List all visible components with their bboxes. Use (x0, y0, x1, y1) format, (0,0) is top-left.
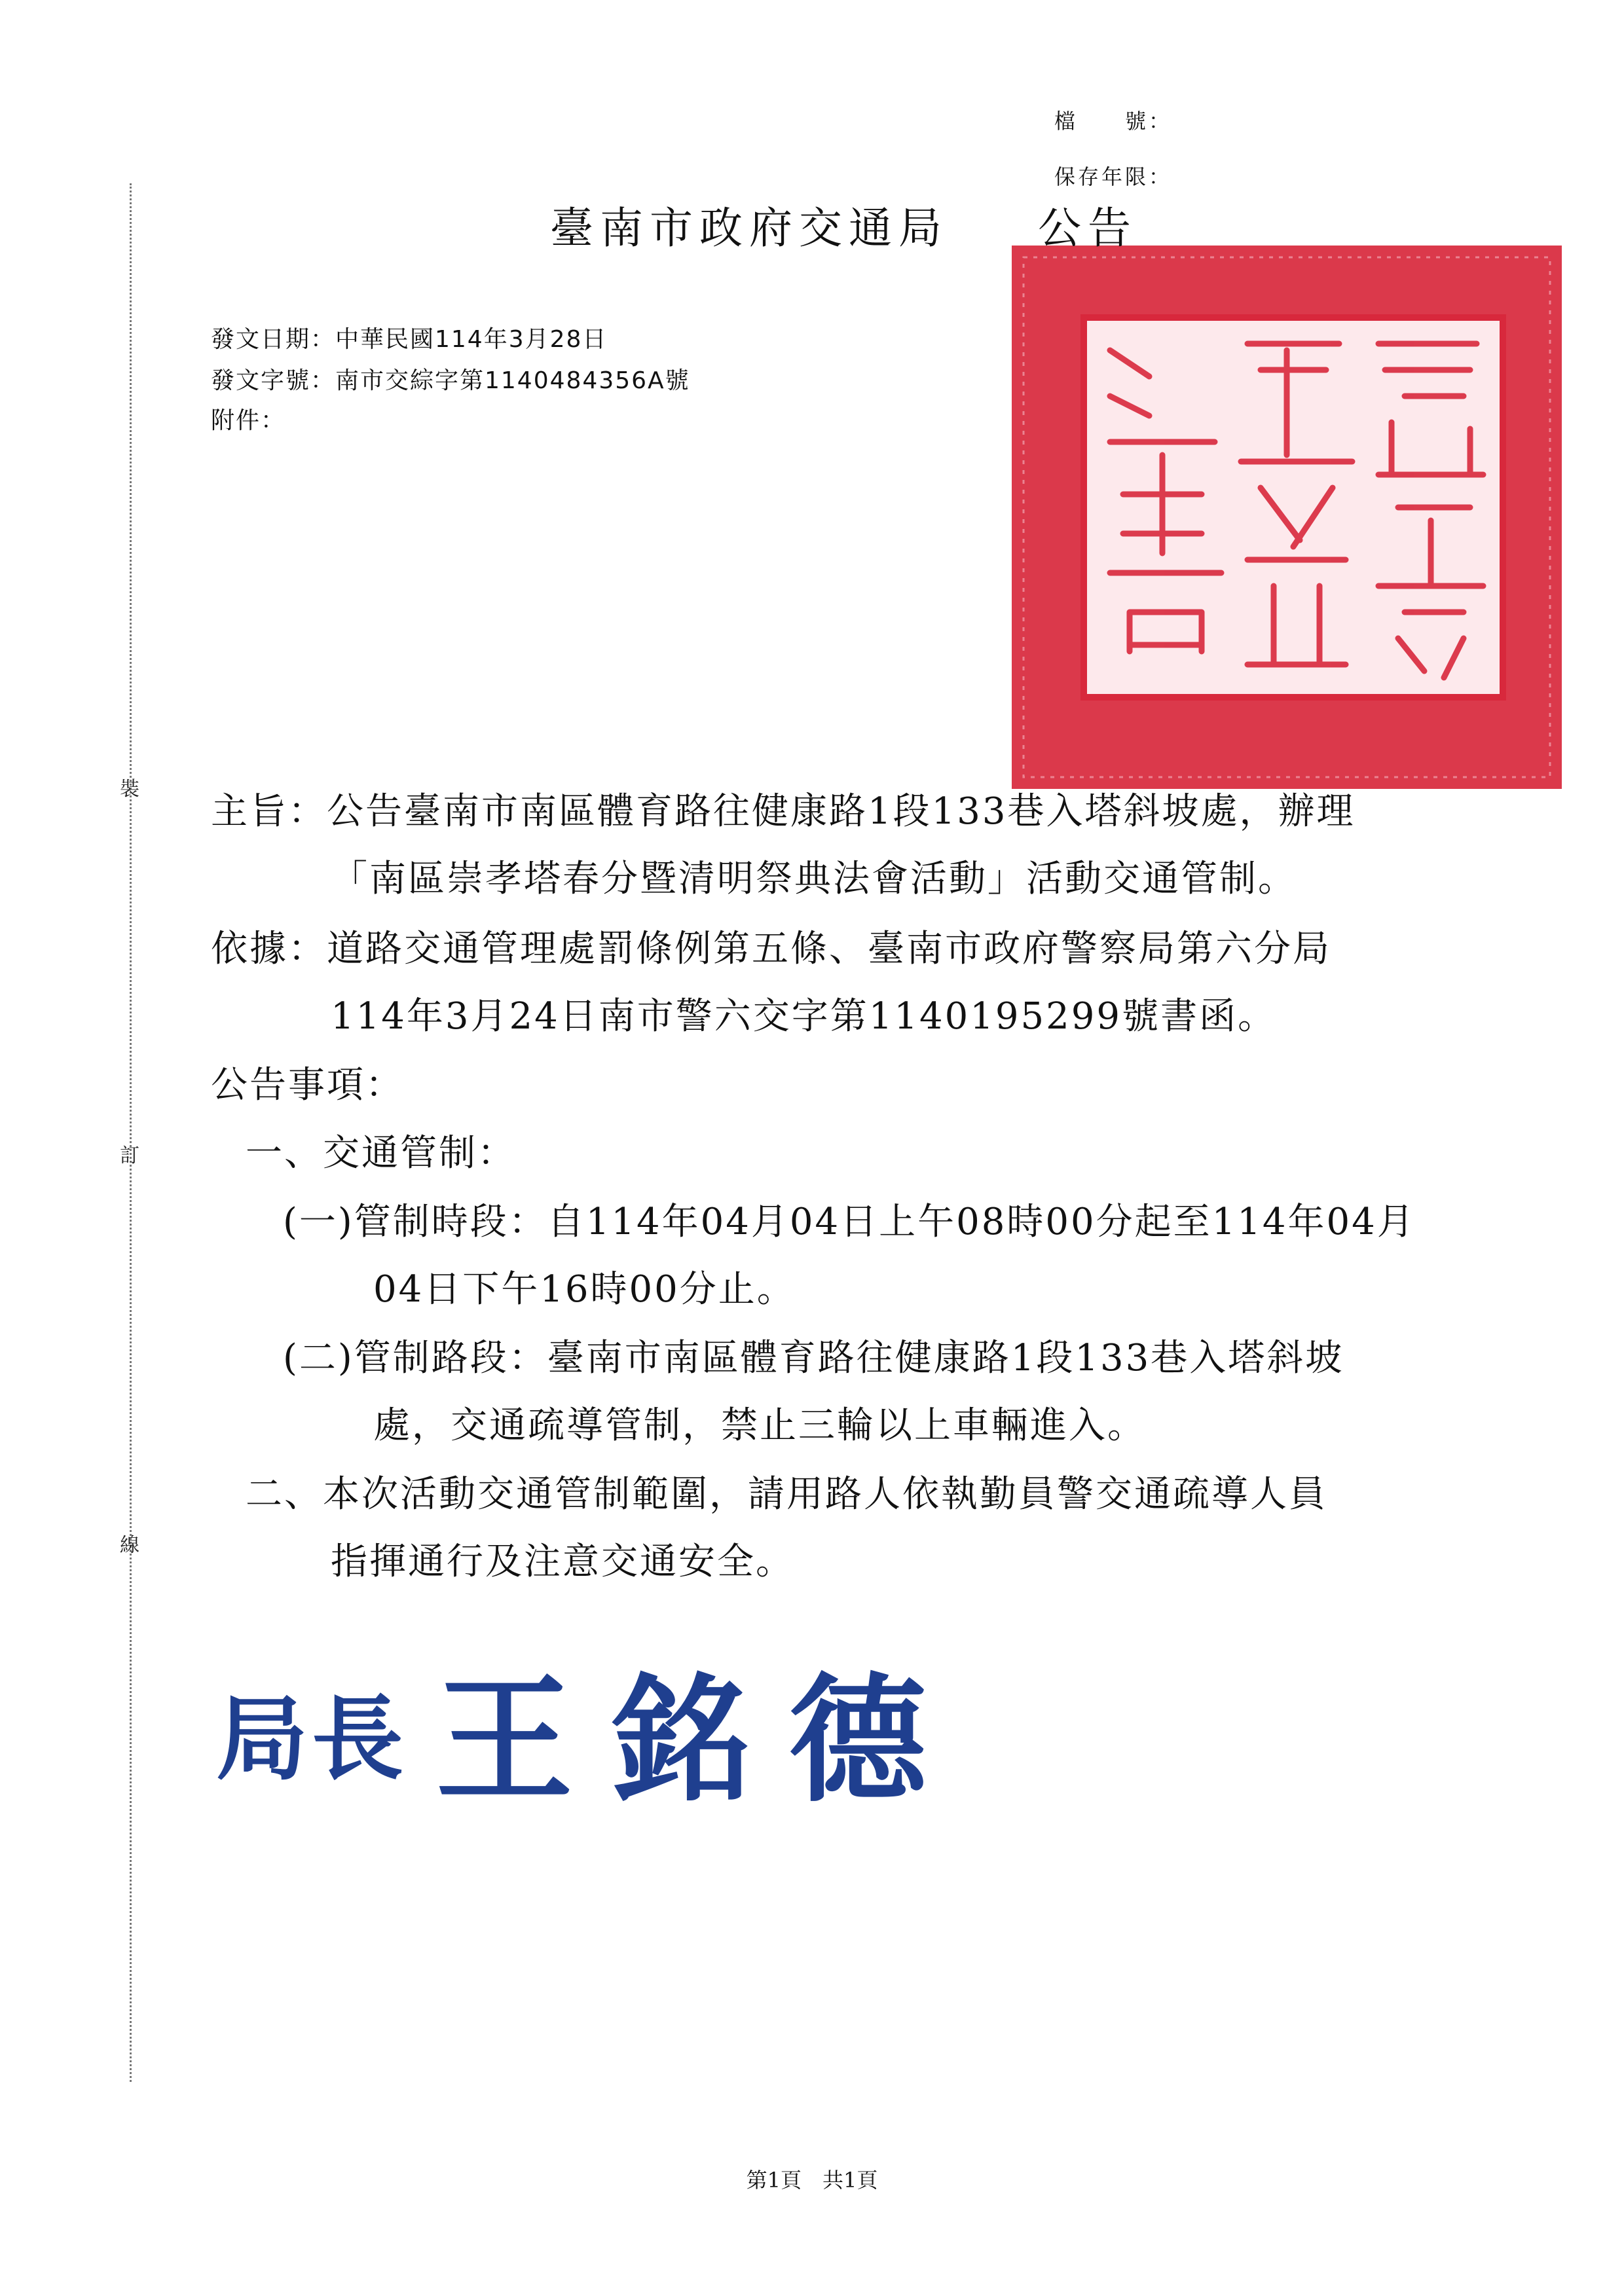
binding-mark-top: 裝 (120, 778, 139, 801)
notice-item-2-line-1: 二、本次活動交通管制範圍，請用路人依執勤員警交通疏導人員 (246, 1473, 1327, 1516)
notice-item-1b-line-2: 處，交通疏導管制，禁止三輪以上車輛進入。 (373, 1404, 1146, 1447)
issue-date: 發文日期：中華民國114年3月28日 (211, 326, 608, 353)
basis-line-1: 依據：道路交通管理處罰條例第五條、臺南市政府警察局第六分局 (211, 928, 1331, 970)
notice-item-1a-line-2: 04日下午16時00分止。 (373, 1268, 796, 1311)
official-seal (1012, 246, 1562, 789)
basis-line-2: 114年3月24日南市警六交字第1140195299號書函。 (331, 995, 1277, 1038)
notice-item-1: 一、交通管制： (246, 1132, 516, 1175)
signature-title: 局長 (216, 1686, 408, 1793)
binding-mark-bottom: 線 (120, 1534, 139, 1557)
notice-item-1b-line-1: (二)管制路段：臺南市南區體育路往健康路1段133巷入塔斜坡 (283, 1337, 1344, 1379)
agency-title: 臺南市政府交通局 (550, 203, 948, 253)
retention-period-label: 保存年限： (1054, 164, 1173, 189)
binding-mark-middle: 訂 (120, 1144, 139, 1167)
signature-name: 王銘德 (435, 1659, 967, 1821)
binding-dotted-line (130, 183, 132, 2082)
notice-item-1a-line-1: (一)管制時段：自114年04月04日上午08時00分起至114年04月 (283, 1201, 1416, 1243)
attachment-label: 附件： (211, 407, 286, 434)
notice-item-2-line-2: 指揮通行及注意交通安全。 (331, 1540, 794, 1583)
subject-line-2: 「南區崇孝塔春分暨清明祭典法會活動」活動交通管制。 (331, 858, 1297, 900)
notice-items-heading: 公告事項： (211, 1064, 404, 1106)
page-number: 第1頁 共1頁 (746, 2168, 878, 2193)
issue-number: 發文字號：南市交綜字第1140484356A號 (211, 367, 690, 394)
subject-line-1: 主旨：公告臺南市南區體育路往健康路1段133巷入塔斜坡處，辦理 (211, 790, 1356, 833)
file-number-label: 檔 號： (1054, 109, 1173, 134)
document-type: 公告 (1038, 203, 1137, 253)
